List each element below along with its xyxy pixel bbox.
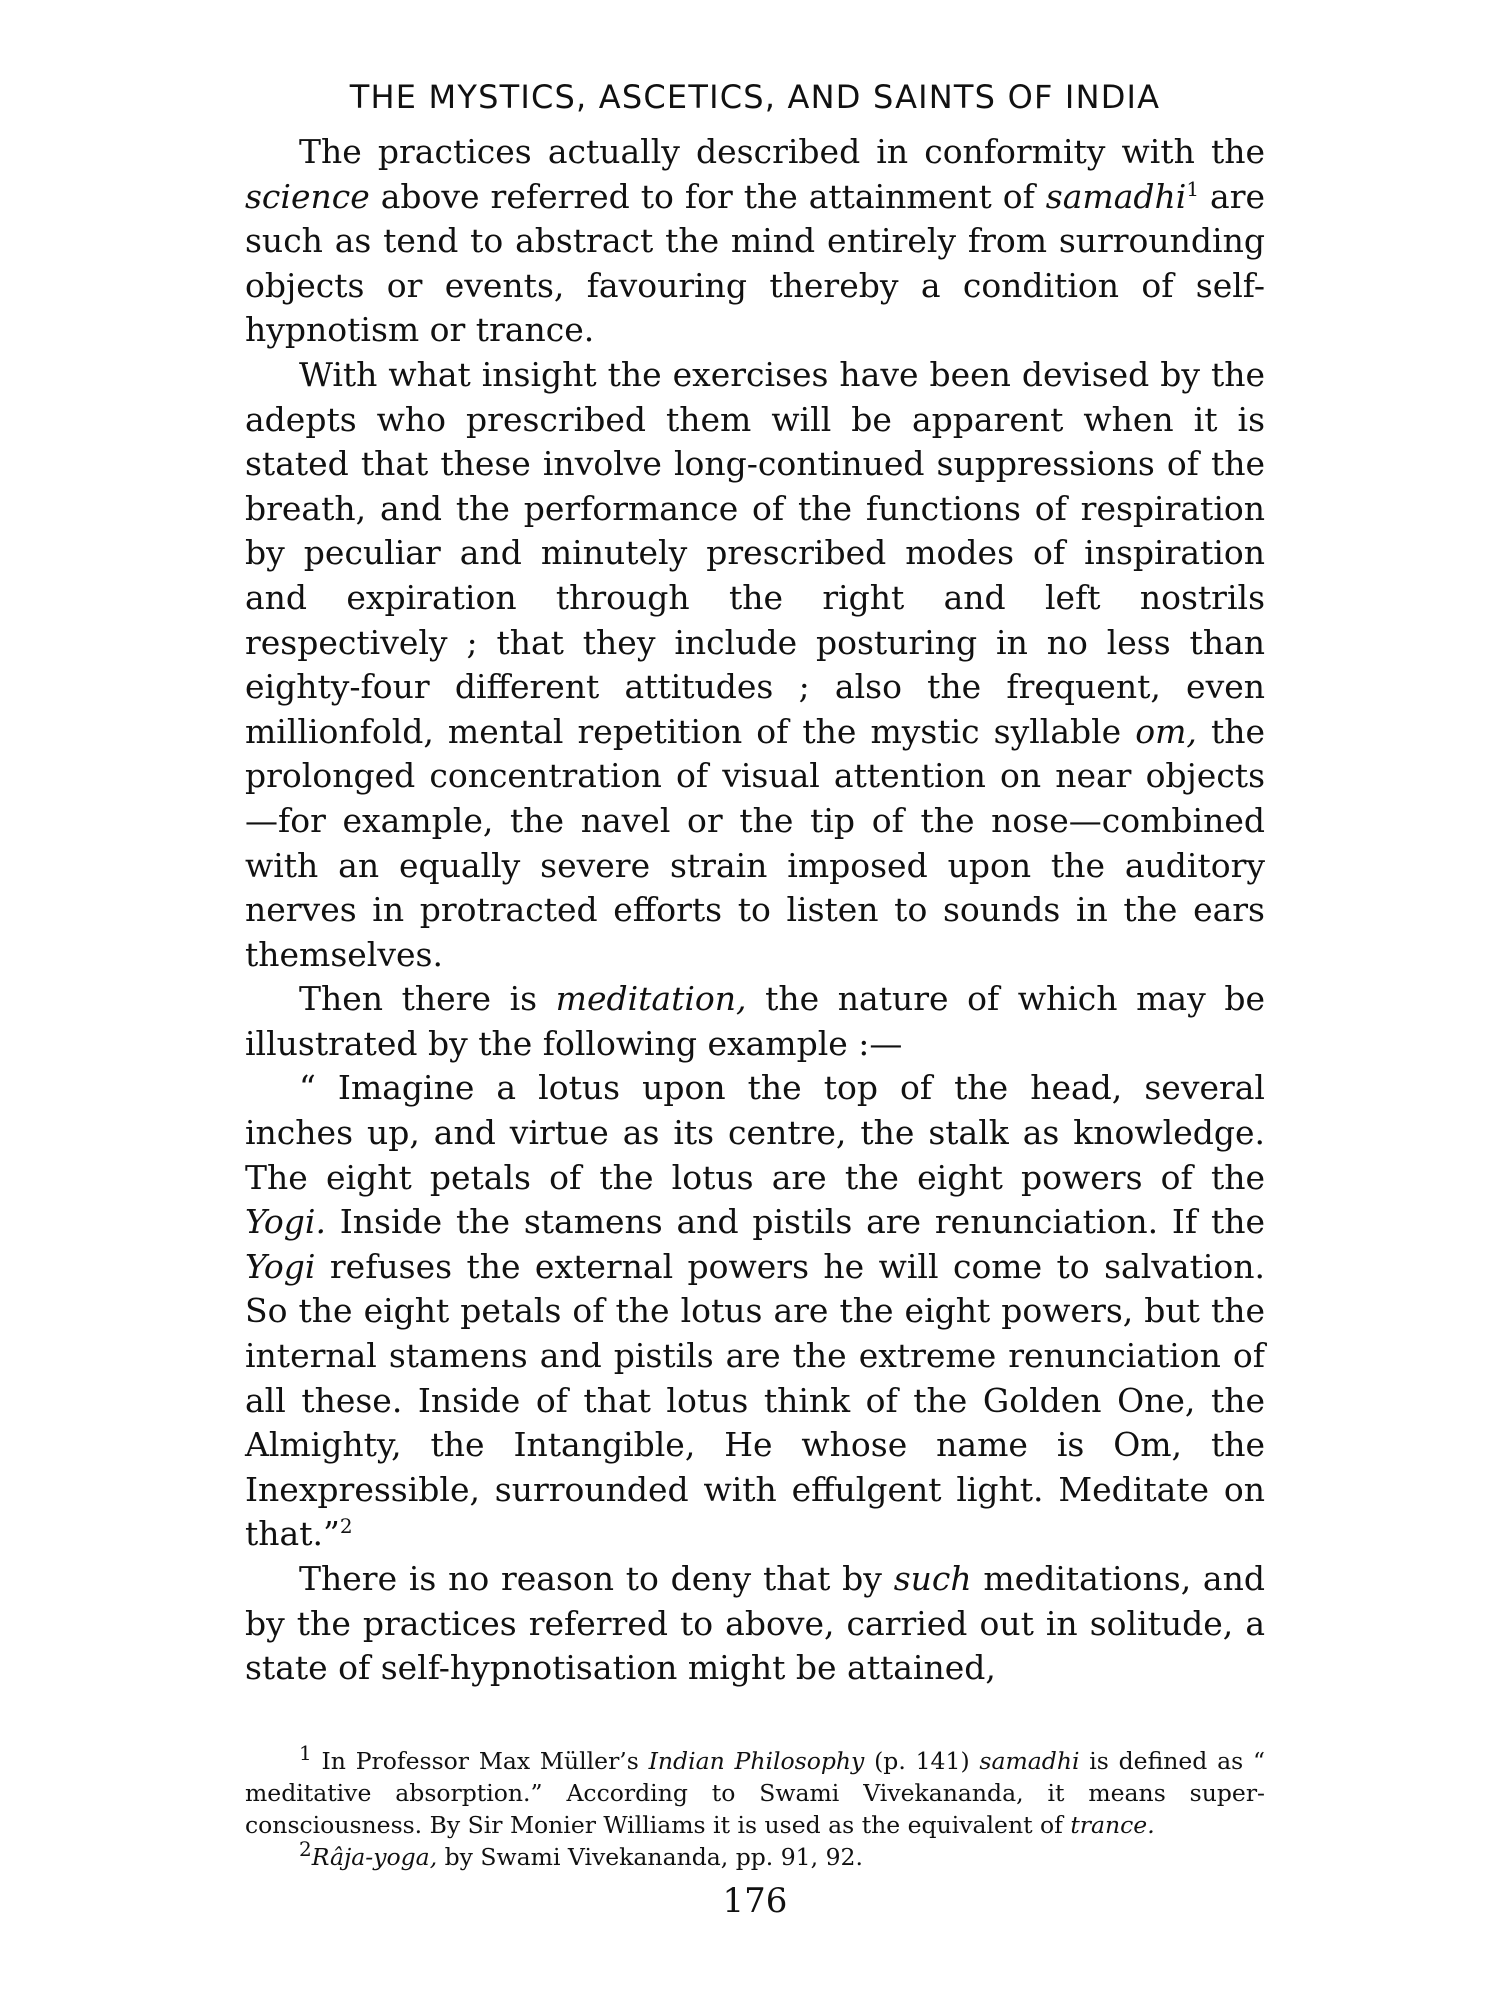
- footnote-mark-2: 2: [299, 1836, 312, 1861]
- text-span: Then there is: [299, 979, 556, 1019]
- italic-term-samadhi: samadhi: [1045, 176, 1187, 216]
- italic-term-samadhi: samadhi: [979, 1746, 1080, 1775]
- footnote-1: [245, 1740, 1265, 1841]
- text-span: (p. 141): [864, 1746, 980, 1775]
- italic-term-om: om,: [1135, 711, 1197, 751]
- italic-term-such: such: [893, 1559, 972, 1598]
- text-span: the prolonged concentration of visual attention on near objects—for example, the navel or the tip of the nose—combined with an equally severe strain imposed upon the auditory nerves in protracted efforts to listen to sounds in the ears themselves.: [245, 711, 1265, 974]
- text-span: Inside the stamens and pistils are renunciation. If the: [325, 1202, 1265, 1242]
- italic-term-science: science: [245, 176, 370, 216]
- text-span: “ Imagine a lotus upon the top of the head, several inches up, and virtue as its centre, the stalk as knowledge. The eight petals of the lotus are the eight powers of the: [245, 1068, 1265, 1197]
- footnote-ref-2[interactable]: 2: [339, 1514, 353, 1539]
- footnote-mark-1: 1: [299, 1740, 312, 1765]
- book-page: [245, 78, 1265, 1921]
- footnote-2: [245, 1836, 1265, 1873]
- italic-term-yogi: Yogi: [245, 1246, 316, 1286]
- text-span: The practices actually described in conformity with the: [299, 132, 1265, 171]
- running-head: THE MYSTICS, ASCETICS, AND SAINTS OF INDIA: [349, 78, 1161, 116]
- page-number: 176: [722, 1880, 788, 1921]
- paragraph-meditation: [245, 977, 1265, 1066]
- italic-term-trance: trance.: [1070, 1810, 1155, 1839]
- text-span: are such as tend to abstract the mind entirely from surrounding objects or events, favouring thereby a condition of self-hypnotism or trance.: [245, 176, 1266, 350]
- paragraph-samadhi-practices: [245, 130, 1265, 353]
- text-span: meditations, and by the practices referred to above, carried out in solitude, a state of self-hypnotisation might be attained,: [245, 1559, 1265, 1688]
- paragraph-lotus-quote: [245, 1066, 1265, 1557]
- text-span: the nature of which may be illustrated by the following example :—: [245, 979, 1265, 1063]
- footnotes: [245, 1740, 1265, 1873]
- paragraph-self-hypnotisation: [245, 1557, 1265, 1691]
- paragraph-exercises: [245, 353, 1265, 977]
- italic-term-meditation: meditation,: [555, 979, 747, 1019]
- text-span: is defined as “ meditative absorption.” According to Swami Vivekananda, it means super-consciousness. By Sir Monier Williams it is used as the equivalent of: [245, 1746, 1265, 1839]
- text-span: With what insight the exercises have been devised by the adepts who prescribed them will be apparent when it is stated that these involve long-continued suppressions of the breath, and the performance of the functions of respiration by peculiar and minutely prescribed modes of inspiration and expiration through the right and left nostrils respectively ; that they include posturing in no less than eighty-four different attitudes ; also the frequent, even millionfold, mental repetition of the mystic syllable: [245, 354, 1265, 751]
- text-span: by Swami Vivekananda, pp. 91, 92.: [437, 1842, 863, 1871]
- italic-term-yogi: Yogi.: [245, 1202, 326, 1242]
- footnote-ref-1[interactable]: 1: [1186, 176, 1200, 201]
- text-span: above referred to for the attainment of: [369, 176, 1046, 216]
- text-span: In Professor Max Müller’s: [311, 1746, 649, 1775]
- italic-book-title: Râja-yoga,: [311, 1842, 438, 1871]
- text-span: refuses the external powers he will come to salvation. So the eight petals of the lotus are the eight powers, but the internal stamens and pistils are the extreme renunciation of all these. Inside of that lotus think of the Golden One, the Almighty, the Intangible, He whose name is Om, the Inexpressible, surrounded with effulgent light. Meditate on that.”: [245, 1246, 1265, 1554]
- text-span: There is no reason to deny that by: [299, 1559, 894, 1598]
- italic-book-title: Indian Philosophy: [648, 1746, 865, 1775]
